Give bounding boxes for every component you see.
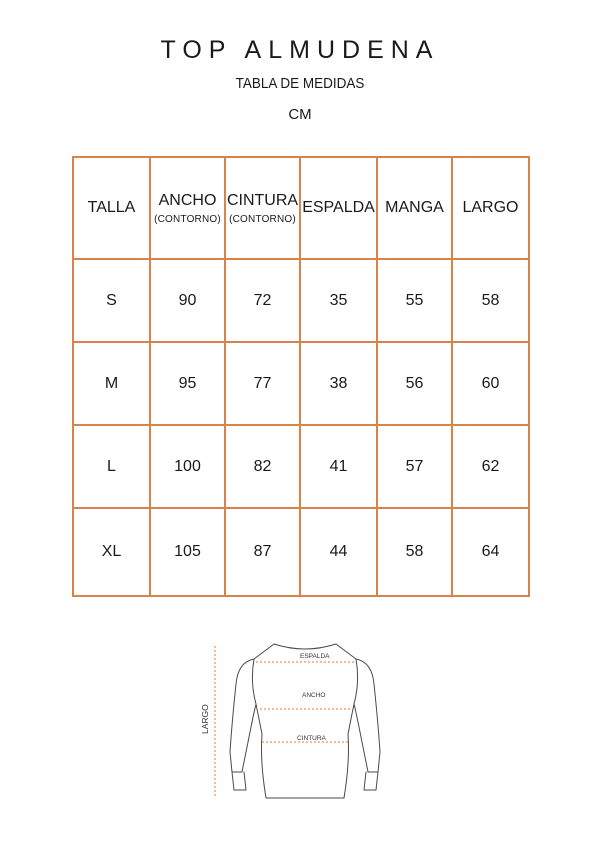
table-cell: XL — [73, 508, 150, 596]
column-header-ancho — [150, 157, 225, 259]
blouse-illustration — [190, 612, 420, 812]
column-header-manga — [377, 157, 452, 259]
blouse-outline — [230, 644, 380, 798]
column-header-espalda — [300, 157, 377, 259]
size-table — [72, 156, 530, 597]
table-cell: 90 — [150, 259, 225, 342]
column-header-label: CINTURA — [226, 191, 299, 209]
column-header-label: ESPALDA — [302, 199, 375, 216]
table-cell: 77 — [225, 342, 300, 425]
table-cell: L — [73, 425, 150, 508]
table-cell: 57 — [377, 425, 452, 508]
page-title: TOP ALMUDENA — [160, 36, 440, 64]
table-cell: 95 — [150, 342, 225, 425]
column-header-talla — [73, 157, 150, 259]
column-header-sublabel: (CONTORNO) — [154, 213, 221, 225]
table-cell: 56 — [377, 342, 452, 425]
espalda-label: ESPALDA — [300, 653, 330, 660]
column-header-label: LARGO — [462, 199, 519, 216]
table-cell: 58 — [452, 259, 529, 342]
table-row — [73, 342, 529, 425]
column-header-cintura — [225, 157, 300, 259]
table-cell: 62 — [452, 425, 529, 508]
column-header-label: ANCHO — [158, 191, 217, 209]
table-cell: 82 — [225, 425, 300, 508]
garment-diagram — [190, 612, 420, 812]
page-subtitle: TABLA DE MEDIDAS — [235, 75, 365, 92]
largo-label: LARGO — [200, 704, 210, 734]
table-row — [73, 425, 529, 508]
table-row — [73, 259, 529, 342]
column-header-label: MANGA — [385, 199, 444, 216]
unit-label: CM — [288, 106, 312, 123]
table-row — [73, 508, 529, 596]
column-header-sublabel: (CONTORNO) — [229, 213, 296, 225]
table-cell: 41 — [300, 425, 377, 508]
table-cell: 38 — [300, 342, 377, 425]
table-cell: 58 — [377, 508, 452, 596]
column-header-largo — [452, 157, 529, 259]
table-cell: 64 — [452, 508, 529, 596]
column-header-label: TALLA — [87, 199, 136, 216]
table-cell: 100 — [150, 425, 225, 508]
table-cell: 87 — [225, 508, 300, 596]
table-cell: 105 — [150, 508, 225, 596]
ancho-label: ANCHO — [302, 692, 326, 699]
table-cell: M — [73, 342, 150, 425]
table-cell: S — [73, 259, 150, 342]
table-cell: 60 — [452, 342, 529, 425]
table-cell: 44 — [300, 508, 377, 596]
table-cell: 72 — [225, 259, 300, 342]
table-cell: 35 — [300, 259, 377, 342]
table-header-row — [73, 157, 529, 259]
table-cell: 55 — [377, 259, 452, 342]
cintura-label: CINTURA — [297, 735, 326, 742]
